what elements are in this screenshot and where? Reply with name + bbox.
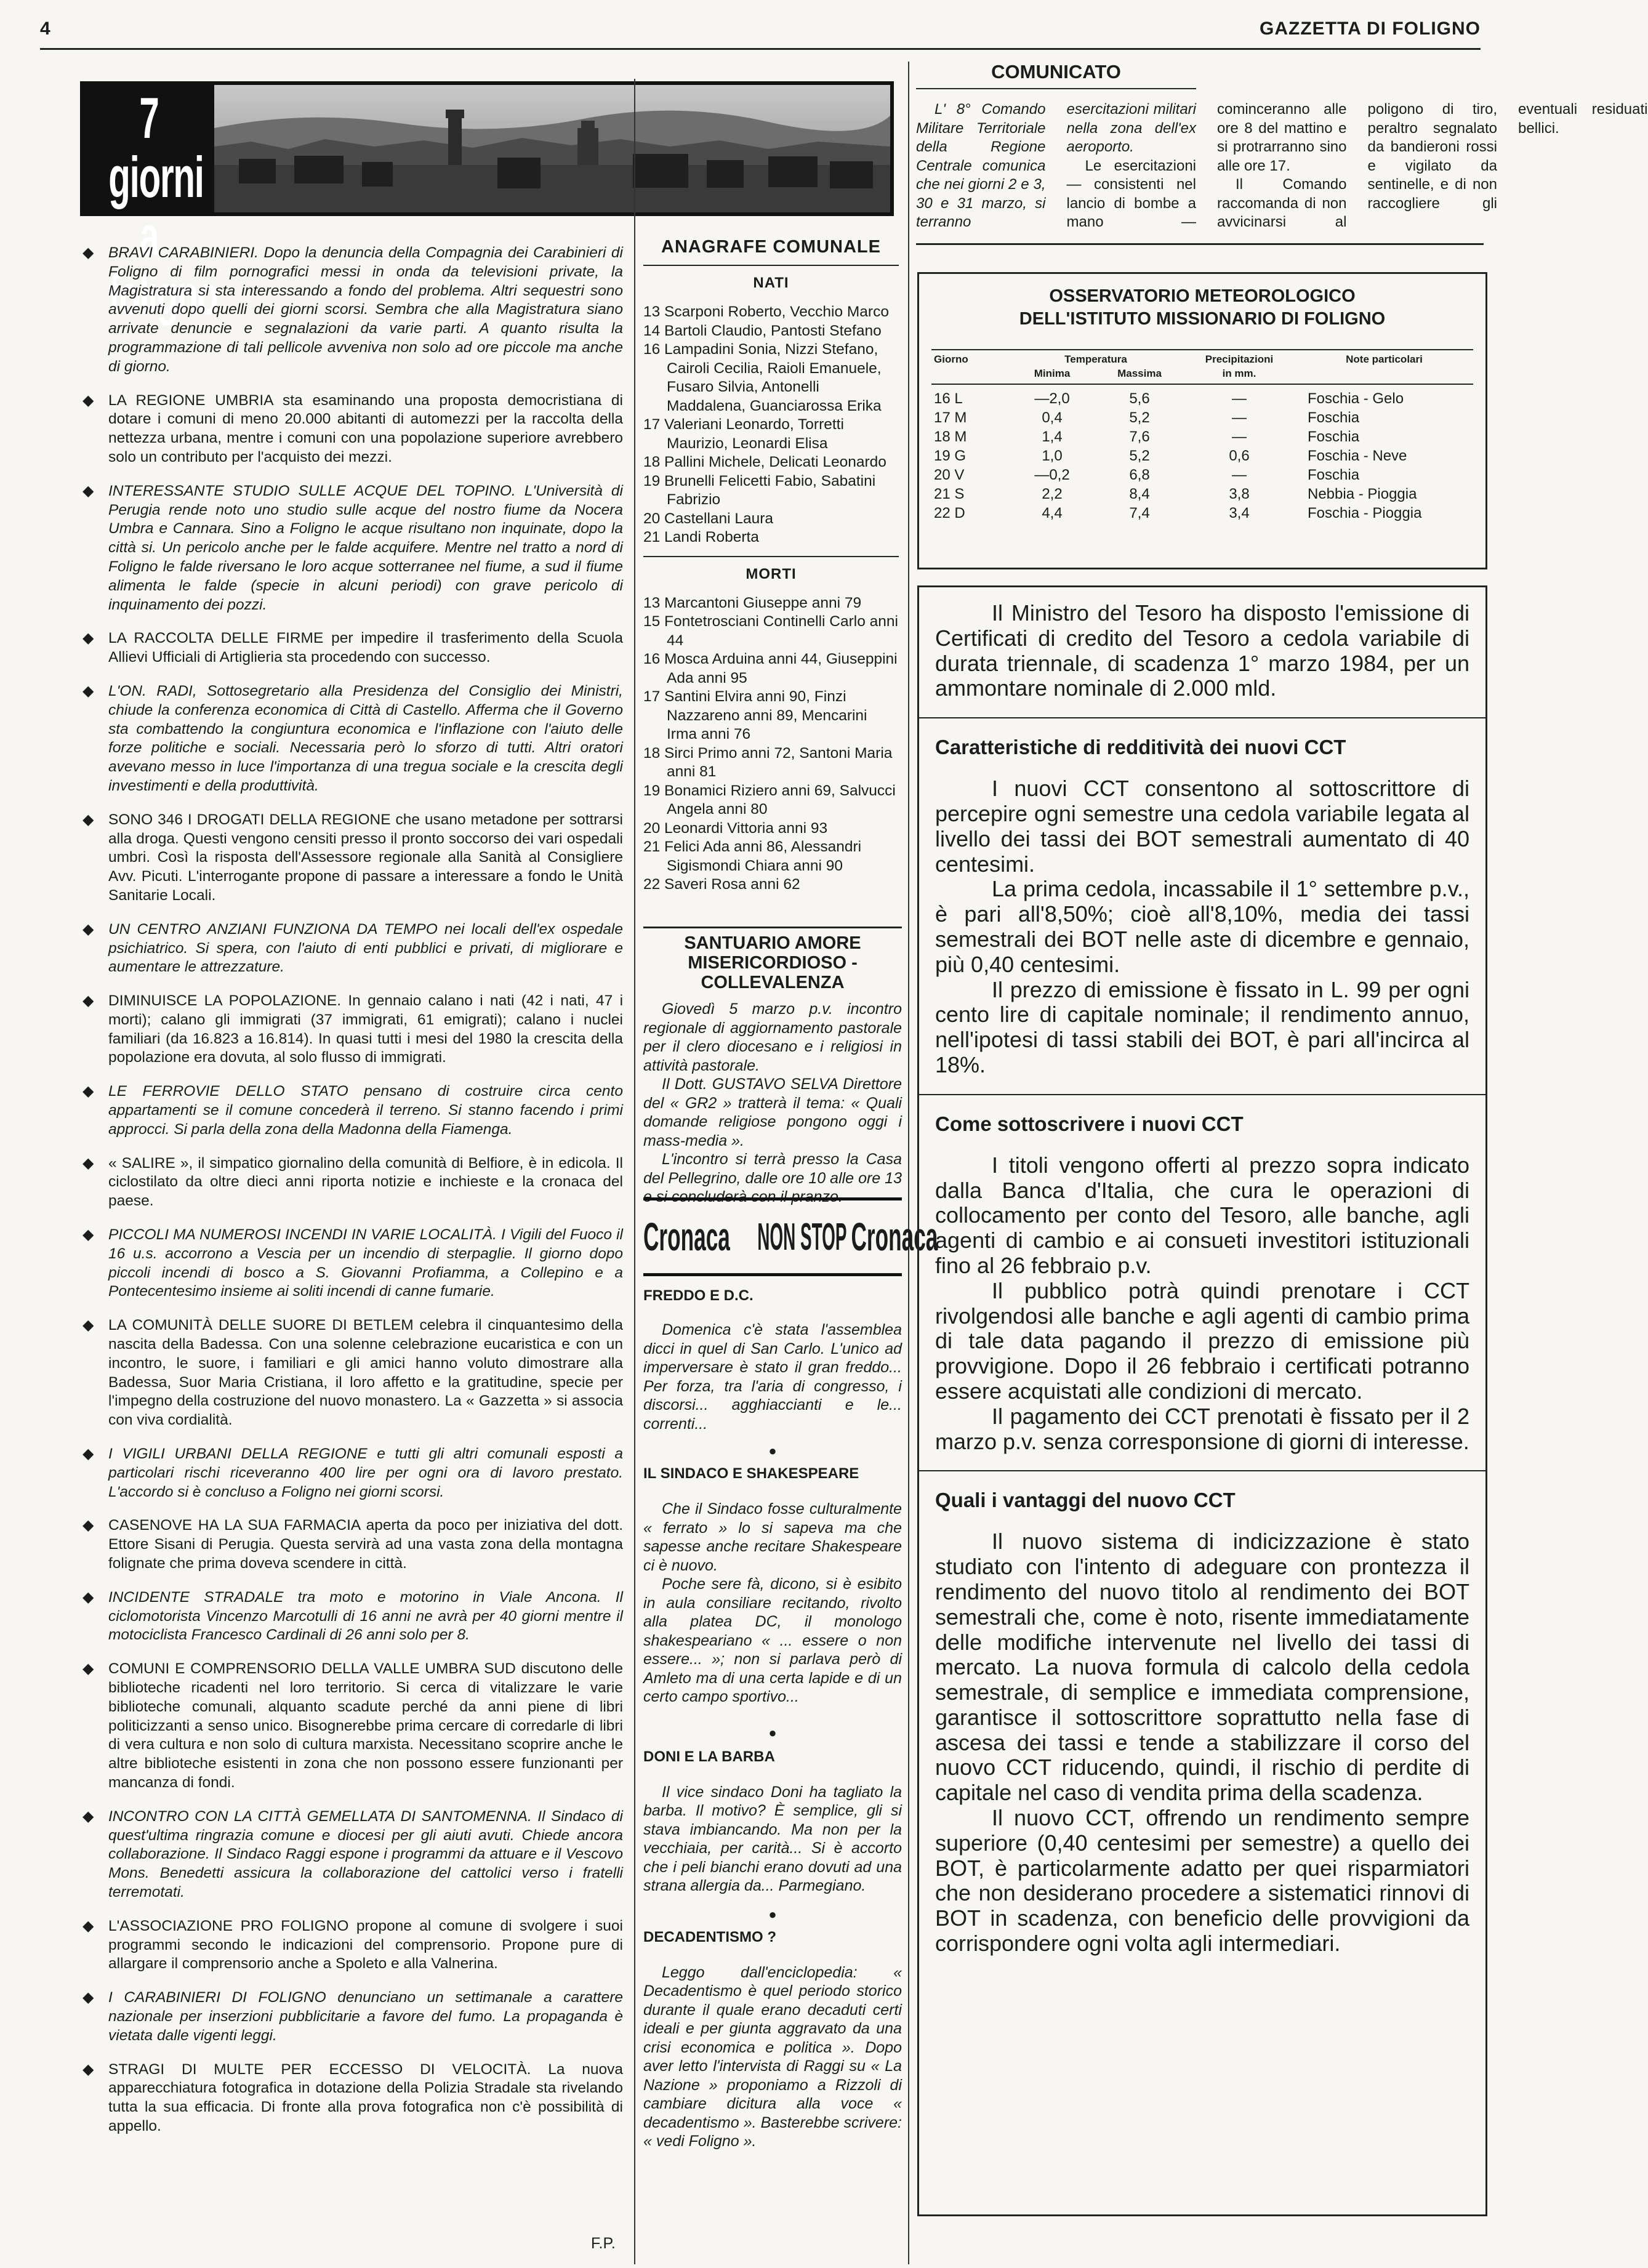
news-body: sta esaminando una proposta democristiana di dotare i comuni di meno 20.000 abitanti di automezzi per la raccolta della nettezza urbana, mentre i comuni con una popolazione superiore avrebbero solo un contributo per l'acquisto dei mezzi. — [108, 392, 623, 465]
min-cell: 4,4 — [1042, 505, 1063, 521]
comunicato-p2: Le esercitazioni — consistenti nel lancio di bombe a mano — cominceranno alle ore 8 del mattino e si protrarranno sino alle ore 17. — [1066, 101, 1347, 230]
day-number: 19 — [643, 472, 661, 489]
separator-dot-3: ● — [768, 1906, 777, 1922]
cct-heading-1: Caratteristiche di redditività dei nuovi CCT — [935, 736, 1346, 759]
top-rule — [40, 48, 1481, 50]
news-body: nei locali dell'ex ospedale psichiatrico. Si spera, con l'aiuto di enti pubblici e privati, di migliorare e aumentare le attrezzature. — [108, 920, 623, 976]
comunicato-box — [916, 58, 1648, 245]
names: Saveri Rosa anni 62 — [664, 876, 800, 893]
max-cell: 7,6 — [1129, 428, 1150, 445]
day-number: 20 — [643, 819, 661, 837]
note-cell: Foschia — [1308, 467, 1360, 483]
diamond-bullet-icon: ◆ — [82, 1317, 94, 1334]
news-lead: LE FERROVIE DELLO STATO — [108, 1083, 348, 1100]
names: Fontetrosciani Continelli Carlo anni 44 — [664, 613, 898, 649]
max-cell: 5,6 — [1129, 390, 1150, 407]
list-item — [643, 819, 899, 838]
note-cell: Foschia - Gelo — [1308, 390, 1404, 407]
cct-h3-p2: Il nuovo CCT, offrendo un rendimento sempre superiore (0,40 centesimi per semestre) a quello dei BOT, è particolarmente adatto per quei risparmiatori che non desiderano procedere a sistematici rinnovi di BOT in scadenza, con beneficio delle provvigioni da corrispondere ogni volta agli intermediari. — [935, 1805, 1469, 1956]
names: Sirci Primo anni 72, Santoni Maria anni 81 — [664, 744, 893, 780]
table-row — [931, 408, 1473, 427]
freddo-title: FREDDO E D.C. — [643, 1287, 754, 1304]
news-item — [81, 1082, 623, 1139]
santuario-section — [643, 927, 902, 1207]
masthead-line-1: 7 giorni — [108, 86, 204, 209]
prec-cell: 3,8 — [1229, 486, 1250, 502]
day-number: 17 — [643, 688, 661, 705]
cct-heading-3: Quali i vantaggi del nuovo CCT — [935, 1489, 1236, 1512]
news-text — [108, 1660, 623, 1793]
prec-cell: — — [1232, 467, 1247, 483]
prec-cell: 3,4 — [1229, 505, 1250, 521]
news-body: Dopo la denuncia della Compagnia dei Carabinieri di Foligno di film pornografici messi in onda da televisioni private, la Magistratura si sta interessando a fondo del problema. Altri sequestri sono avvenuti dopo quelli dei giorni scorsi. Sembra che alla Magistratura siano arrivate denuncie e segnalazioni da varie parti. A quanto risulta la programmazione di tali pellicole avveniva non solo ad ore piccole ma anche di giorno. — [108, 244, 623, 375]
names: Castellani Laura — [664, 510, 774, 527]
news-body: aperta da poco per iniziativa del dott. Ettore Sisani di Perugia. Questa servirà ad una vasta zona della montagna folignate che prima doveva scendere in città. — [108, 1517, 624, 1572]
list-item — [643, 510, 899, 529]
day-cell: 21 S — [934, 486, 965, 502]
separator-dot-1: ● — [768, 1443, 777, 1458]
news-item — [81, 920, 623, 977]
day-cell: 22 D — [934, 505, 965, 521]
news-lead: L'ASSOCIAZIONE PRO FOLIGNO — [108, 1917, 349, 1934]
santuario-p3: L'incontro si terrà presso la Casa del Pellegrino, dalle ore 10 alle ore 13 e si concluderà con il pranzo. — [643, 1151, 902, 1205]
news-lead: SONO 346 I DROGATI DELLA REGIONE — [108, 811, 391, 828]
news-item — [81, 1989, 623, 2045]
max-cell: 5,2 — [1129, 409, 1150, 426]
day-number: 15 — [643, 613, 661, 630]
diamond-bullet-icon: ◆ — [82, 992, 94, 1010]
news-text — [108, 1516, 623, 1573]
cct-box — [917, 585, 1487, 2216]
decadentismo-text: Leggo dall'enciclopedia: « Decadentismo è quel periodo storico durante il quale erano decaduti certi ideali e per giunta aggravato da una crisi economica e politica ». Dopo aver letto l'intervista di Raggi su « La Nazione » proponiamo a Rizzoli di cambiare dicitura alla voce « decadentismo ». Basterebbe scrivere: « vedi Foligno ». — [643, 1963, 902, 2150]
day-number: 13 — [643, 594, 661, 611]
sindaco-p1: Che il Sindaco fosse culturalmente « ferrato » lo si sapeva ma che sapesse anche recitare Shakespeare ci è nuovo. — [643, 1500, 902, 1574]
news-text — [108, 1588, 623, 1645]
sindaco-p2: Poche sere fà, dicono, si è esibito in aula consiliare recitando, rivolto alla platea DC, il monologo shakespeariano « ... essere o non essere... »; non si parlava però di Amleto ma di una certa lapide e di un certo campo sportivo... — [643, 1575, 902, 1705]
santuario-p1: Giovedì 5 marzo p.v. incontro regionale di aggiornamento pastorale per il clero diocesano e i religiosi in attività pastorale. — [643, 1000, 902, 1074]
cronaca-section — [643, 1197, 938, 2151]
news-lead: « SALIRE », — [108, 1154, 193, 1172]
day-cell: 16 L — [934, 390, 963, 407]
news-text — [108, 811, 623, 906]
day-number: 19 — [643, 782, 661, 799]
table-row — [931, 485, 1473, 504]
max-cell: 8,4 — [1129, 486, 1150, 502]
news-item — [81, 2061, 623, 2136]
list-item — [643, 838, 899, 875]
news-lead: DIMINUISCE LA POPOLAZIONE. — [108, 992, 342, 1010]
news-lead: L'ON. RADI, — [108, 682, 197, 699]
diamond-bullet-icon: ◆ — [82, 392, 94, 409]
news-lead: STRAGI DI MULTE PER ECCESSO DI VELOCITÀ. — [108, 2061, 531, 2078]
sindaco-title: IL SINDACO E SHAKESPEARE — [643, 1465, 859, 1482]
news-text — [108, 1989, 623, 2045]
day-cell: 19 G — [934, 448, 967, 464]
news-lead: PICCOLI MA NUMEROSI INCENDI IN VARIE LOCALITÀ. — [108, 1226, 497, 1244]
cct-intro: Il Ministro del Tesoro ha disposto l'emissione di Certificati di credito del Tesoro a cedola variabile di durata triennale, di scadenza 1° marzo 1984, per un ammontare nominale di 2.000 mld. — [935, 600, 1469, 701]
news-body: celebra il cinquantesimo della nascita della Badessa. Con una solenne celebrazione eucaristica e con un incontro, le suore, i familiari e gli amici hanno voluto dimostrare alla Badessa, Suor Maria Cristiana, il loro affetto e la gratitudine, specie per l'impegno della costruzione del nuovo monastero. La « Gazzetta » si associa con viva cordialità. — [108, 1317, 623, 1429]
diamond-bullet-icon: ◆ — [82, 1588, 94, 1606]
names: Brunelli Felicetti Fabio, Sabatini Fabrizio — [664, 472, 876, 508]
news-body: I Vigili del Fuoco il 16 u.s. accorrono a Vescia per un incendio di sterpaglie. Il giorno dopo piccoli incendi di bosco a S. Giovanni Profiamma, a Collepino e a Pontecentesimo insieme ai soliti incendi di canne fumarie. — [108, 1226, 623, 1300]
news-lead: BRAVI CARABINIERI. — [108, 244, 259, 261]
diamond-bullet-icon: ◆ — [82, 1989, 94, 2006]
names: Mosca Arduina anni 44, Giuseppini Ada anni 95 — [664, 651, 898, 686]
news-item — [81, 392, 623, 467]
day-number: 21 — [643, 529, 661, 545]
news-item — [81, 1316, 623, 1430]
list-item — [643, 875, 899, 895]
cct-h2-p3: Il pagamento dei CCT prenotati è fissato per il 2 marzo p.v. senza corresponsione di giorni di interesse. — [935, 1403, 1469, 1454]
decadentismo-title: DECADENTISMO ? — [643, 1928, 776, 1945]
meteo-title-1: OSSERVATORIO METEOROLOGICO — [1049, 286, 1356, 306]
names: Santini Elvira anni 90, Finzi Nazzareno anni 89, Mencarini Irma anni 76 — [664, 688, 867, 742]
list-item — [643, 528, 899, 547]
prec-cell: — — [1232, 390, 1247, 407]
table-row — [931, 381, 1473, 408]
news-body: L'Università di Perugia rende noto uno studio sulle acque del nostro fiume da Nocera Umbra e Cannara. Sino a Foligno le acque risultano non inquinate, dopo la città si. Un pericolo anche per le falde acquifere. Mentre nel tratto a nord di Foligno le falde riversano le loro acque sotterranee nel fiume, a sud il fiume alimenta le falde (specie in alcuni periodi) con grave pericolo di inquinamento dei pozzi. — [108, 482, 624, 613]
diamond-bullet-icon: ◆ — [82, 811, 94, 828]
news-body: pensano di costruire circa cento appartamenti se il comune concederà il terreno. Si stanno facendo i primi approcci. Si parla della zona della Madonna della Fiamenga. — [108, 1083, 623, 1138]
list-item — [643, 594, 899, 613]
prec-cell: — — [1232, 409, 1247, 426]
news-text — [108, 1082, 623, 1139]
note-cell: Nebbia - Pioggia — [1308, 486, 1417, 502]
diamond-bullet-icon: ◆ — [82, 920, 94, 938]
news-body: e tutti gli altri comunali esposti a particolari rischi riceveranno 400 lire per ogni ora di lavoro prestato. L'accordo si è concluso a Foligno nei giorni scorsi. — [108, 1446, 624, 1500]
day-cell: 18 M — [934, 428, 967, 445]
cronaca-logo — [643, 1197, 938, 1276]
meteo-col-max: Massima — [1117, 368, 1162, 379]
news-lead: I CARABINIERI DI FOLIGNO — [108, 1989, 326, 2006]
table-row — [931, 465, 1473, 485]
day-number: 22 — [643, 876, 661, 893]
table-row — [931, 427, 1473, 446]
news-lead: I VIGILI URBANI DELLA REGIONE — [108, 1446, 368, 1463]
diamond-bullet-icon: ◆ — [82, 482, 94, 499]
comunicato-text — [916, 100, 1648, 242]
news-body: denunciano un settimanale a carattere nazionale per inserzioni pubblicitarie a favore del fumo. La propaganda è vietata dalle vigenti leggi. — [108, 1989, 623, 2044]
anagrafe-title: ANAGRAFE COMUNALE — [661, 237, 881, 257]
diamond-bullet-icon: ◆ — [82, 682, 94, 699]
news-body: Sottosegretario alla Presidenza del Consiglio dei Ministri, chiude la conferenza economica di Città di Castello. Afferma che il Governo sta combattendo la congiuntura economica e l'inflazione con l'aiuto delle forze politiche e sociali. Necessaria però lo sforzo di tutti. Altri oratori avevano messo in luce l'importanza di una tregua sociale e la crescita degli investimenti e della produttività. — [108, 682, 623, 794]
max-cell: 6,8 — [1129, 467, 1150, 483]
min-cell: 2,2 — [1042, 486, 1063, 502]
news-text — [108, 1917, 623, 1974]
comunicato-p3: Il Comando raccomanda di non avvicinarsi al poligono di tiro, peraltro segnalato da bandieroni rossi e vigilato da sentinelle, e di non raccogliere gli eventuali residuati bellici. — [1217, 101, 1648, 230]
diamond-bullet-icon: ◆ — [82, 1660, 94, 1678]
news-body: discutono delle biblioteche ricadenti nel loro territorio. Si cerca di vitalizzare le varie biblioteche comunali, alquanto scadute perché da anni piene di libri politicizzanti a senso unico. Bisognerebbe prima cercare di corredarle di libri di vera cultura e non solo di cultura marxista. Necessitano scoprire anche le altre biblioteche esistenti in zona che non possono essere funzionanti per mancanza di fondi. — [108, 1660, 624, 1791]
day-number: 20 — [643, 510, 661, 527]
table-row — [931, 446, 1473, 465]
news-lead: LA COMUNITÀ DELLE SUORE DI BETLEM — [108, 1317, 414, 1334]
news-item — [81, 1226, 623, 1301]
cronaca-logo-center: NON STOP — [757, 1215, 847, 1258]
diamond-bullet-icon: ◆ — [82, 630, 94, 647]
news-body: In gennaio calano i nati (42 i nati, 47 i morti); calano gli immigrati (37 immigrati, 61 emigrati); calano i nuclei familiari (da 16.823 a 16.814). In quasi tutti i mesi del 1980 la crescita della popolazione era dovuta, al solo flusso di immigrati. — [108, 992, 624, 1066]
list-item — [643, 744, 899, 782]
names: Bartoli Claudio, Pantosti Stefano — [664, 322, 882, 339]
comunicato-title: COMUNICATO — [991, 61, 1121, 82]
cct-h3-p1: Il nuovo sistema di indicizzazione è stato studiato con l'intento di adeguare con prontezza il rendimento del nuovo titolo al rendimento dei BOT semestrali che, come è noto, risente immediatamente delle modifiche intervenute nel livello dei tassi di mercato. La nuova formula di calcolo della cedola semestrale, di semplice e immediata comprensione, garantisce il sottoscrittore soprattutto nella fase di ascesa dei tassi e tende a stabilizzare il corso del nuovo CCT riducendo, quindi, il rischio di perdite di capitale nel caso di vendita prima della scadenza. — [935, 1529, 1469, 1806]
nati-list — [643, 303, 899, 547]
news-text — [108, 629, 623, 667]
min-cell: 1,4 — [1042, 428, 1063, 445]
meteo-box — [917, 272, 1487, 569]
news-item — [81, 992, 623, 1068]
cct-h1-p3: Il prezzo di emissione è fissato in L. 99 per ogni cento lire di capitale nominale; il rendimento annuo, nell'ipotesi di tassi stabili dei BOT, è pari all'incirca al 18%. — [935, 976, 1469, 1077]
prec-cell: — — [1232, 428, 1247, 445]
note-cell: Foschia — [1308, 409, 1360, 426]
news-body: tra moto e motorino in Viale Ancona. Il ciclomotorista Vincenzo Marcotulli di 16 anni ne avrà per 40 giorni mentre il motociclista Francesco Cardinali di 26 anni solo per 8. — [108, 1588, 624, 1644]
meteo-col-prec: Precipitazioni — [1205, 353, 1274, 365]
day-number: 16 — [643, 651, 661, 667]
cct-h2-p1: I titoli vengono offerti al prezzo sopra indicato dalla Banca d'Italia, che cura le operazioni di collocamento per conto del Tesoro, alle banche, agli agenti di cambio e ai consueti investitori istituzionali fino al 26 febbraio p.v. — [935, 1152, 1469, 1278]
news-item — [81, 1808, 623, 1902]
news-body: per impedire il trasferimento della Scuola Allievi Ufficiali di Artiglieria sta procedendo con successo. — [108, 630, 623, 666]
names: Scarponi Roberto, Vecchio Marco — [664, 304, 889, 320]
news-list — [81, 244, 623, 2151]
day-number: 21 — [643, 838, 661, 855]
news-text — [108, 682, 623, 796]
min-cell: 1,0 — [1042, 448, 1063, 464]
max-cell: 7,4 — [1129, 505, 1150, 521]
news-lead: CASENOVE HA LA SUA FARMACIA — [108, 1517, 360, 1534]
morti-list — [643, 594, 899, 895]
news-text — [108, 392, 623, 467]
cct-heading-2: Come sottoscrivere i nuovi CCT — [935, 1112, 1244, 1135]
names: Lampadini Sonia, Nizzi Stefano, Cairoli Cecilia, Raioli Emanuele, Fusaro Silvia, Antonelli Maddalena, Guanciarossa Erika — [664, 341, 882, 414]
diamond-bullet-icon: ◆ — [82, 1446, 94, 1463]
meteo-col-min: Minima — [1034, 368, 1071, 379]
news-item — [81, 1660, 623, 1793]
table-row — [931, 504, 1473, 523]
meteo-table — [931, 353, 1473, 523]
min-cell: 0,4 — [1042, 409, 1063, 426]
diamond-bullet-icon: ◆ — [82, 244, 94, 261]
santuario-title: SANTUARIO AMORE MISERICORDIOSO - COLLEVALENZA — [684, 933, 861, 992]
news-item — [81, 682, 623, 796]
column-rule-2 — [908, 62, 909, 2264]
diamond-bullet-icon: ◆ — [82, 1083, 94, 1100]
list-item — [643, 613, 899, 650]
meteo-col-temp: Temperatura — [1064, 353, 1127, 365]
news-lead: INTERESSANTE STUDIO SULLE ACQUE DEL TOPINO. — [108, 482, 516, 499]
doni-title: DONI E LA BARBA — [643, 1748, 775, 1765]
list-item — [643, 782, 899, 819]
news-text — [108, 920, 623, 977]
comunicato-title-rule — [916, 88, 1196, 89]
doni-text: Il vice sindaco Doni ha tagliato la barba. Il motivo? È semplice, gli si stava imbiancando. Ma non per la vecchiaia, per carità... Si è accorto che i peli bianchi erano dovuti ad una strana allergia da... Parmegiano. — [643, 1783, 902, 1894]
news-text — [108, 2061, 623, 2136]
names: Leonardi Vittoria anni 93 — [664, 819, 828, 837]
nati-title: NATI — [753, 275, 789, 291]
news-text — [108, 244, 623, 377]
news-text — [108, 1226, 623, 1301]
list-item — [643, 688, 899, 744]
day-number: 17 — [643, 416, 661, 433]
meteo-rows — [931, 381, 1473, 523]
news-text — [108, 1316, 623, 1430]
diamond-bullet-icon: ◆ — [82, 1154, 94, 1172]
diamond-bullet-icon: ◆ — [82, 1808, 94, 1825]
max-cell: 5,2 — [1129, 448, 1150, 464]
day-number: 13 — [643, 304, 661, 320]
day-cell: 17 M — [934, 409, 967, 426]
news-body: il simpatico giornalino della comunità di Belfiore, è in edicola. Il ciclostilato da oltre dieci anni riporta notizie e inchieste e la cronaca del paese. — [108, 1154, 623, 1210]
comunicato-p1: L' 8° Comando Militare Territoriale della Regione Centrale comunica che nei giorni 2 e 3, 30 e 31 marzo, si terranno esercitazioni militari nella zona dell'ex aeroporto. — [916, 101, 1196, 230]
news-body: che usano metadone per sottrarsi alla droga. Questi vengono censiti presso il pronto soccorso dei vari ospedali umbri. Così la risposta dell'Assessore regionale alla Sanità al Consigliere Avv. Picuti. L'interrogante propone di passare a interessare a fondo le Unità Sanitarie Locali. — [108, 811, 623, 904]
list-item — [643, 453, 899, 472]
meteo-col-note: Note particolari — [1346, 353, 1423, 365]
news-item — [81, 244, 623, 377]
freddo-text: Domenica c'è stata l'assemblea dicci in quel di San Carlo. L'unico ad imperversare è stato il gran freddo... Per forza, tra l'aria di congresso, i discorsi... agghiaccianti e le... correnti... — [643, 1321, 902, 1433]
news-lead: COMUNI E COMPRENSORIO DELLA VALLE UMBRA SUD — [108, 1660, 516, 1678]
anagrafe-section — [643, 237, 899, 895]
news-item — [81, 1445, 623, 1502]
min-cell: —0,2 — [1034, 467, 1070, 483]
news-lead: INCONTRO CON LA CITTÀ GEMELLATA DI SANTOMENNA. — [108, 1808, 532, 1825]
news-lead: INCIDENTE STRADALE — [108, 1588, 284, 1606]
note-cell: Foschia - Neve — [1308, 448, 1407, 464]
list-item — [643, 416, 899, 453]
meteo-title-2: DELL'ISTITUTO MISSIONARIO DI FOLIGNO — [1019, 309, 1386, 329]
names: Bonamici Riziero anni 69, Salvucci Angela anni 80 — [664, 782, 896, 818]
day-number: 16 — [643, 341, 661, 358]
city-panorama-photo — [214, 85, 890, 212]
news-item — [81, 482, 623, 615]
list-item — [643, 650, 899, 688]
cct-h1-p1: I nuovi CCT consentono al sottoscrittore di percepire ogni semestre una cedola variabile legata al livello dei tassi dei BOT semestrali aumentato di 40 centesimi. — [935, 776, 1469, 877]
diamond-bullet-icon: ◆ — [82, 1917, 94, 1934]
news-text — [108, 1154, 623, 1211]
meteo-col-giorno: Giorno — [934, 353, 968, 365]
day-cell: 20 V — [934, 467, 965, 483]
page-number: 4 — [40, 18, 50, 39]
diamond-bullet-icon: ◆ — [82, 1517, 94, 1534]
news-item — [81, 1917, 623, 1974]
cronaca-logo-left: Cronaca — [643, 1215, 730, 1259]
signature: F.P. — [591, 2235, 616, 2252]
news-text — [108, 1445, 623, 1502]
day-number: 18 — [643, 744, 661, 762]
meteo-col-prec-unit: in mm. — [1222, 368, 1256, 379]
news-body: La nuova apparecchiatura fotografica in dotazione della Polizia Stradale sta rivelando tutta la sua efficacia. Di fronte alla prova fotografica non c'è possibilità di appello. — [108, 2061, 624, 2134]
diamond-bullet-icon: ◆ — [82, 1226, 94, 1244]
news-item — [81, 811, 623, 906]
names: Pallini Michele, Delicati Leonardo — [664, 454, 886, 470]
cct-h2-p2: Il pubblico potrà quindi prenotare i CCT rivolgendosi alle banche e agli agenti di cambio prima di tale data pagando il prezzo di emissione più provvigione. Dopo il 26 febbraio i certificati potranno essere acquistati alle condizioni di mercato. — [935, 1277, 1469, 1404]
prec-cell: 0,6 — [1229, 448, 1250, 464]
news-lead: UN CENTRO ANZIANI FUNZIONA DA TEMPO — [108, 920, 438, 938]
news-item — [81, 1154, 623, 1211]
names: Valeriani Leonardo, Torretti Maurizio, Leonardi Elisa — [664, 416, 844, 452]
news-item — [81, 629, 623, 667]
note-cell: Foschia - Pioggia — [1308, 505, 1422, 521]
news-body: Il Sindaco di quest'ultima ringrazia comune e diocesi per gli aiuti avuti. Chiede ancora collaborazione. Il Sindaco Raggi espone i programmi da attuare e il Vescovo Mons. Benedetti assicura la collaborazione del cattolici verso i fratelli terremotati. — [108, 1808, 623, 1900]
note-cell: Foschia — [1308, 428, 1360, 445]
column-rule-1 — [634, 79, 635, 2264]
masthead-line-2: a foligno — [108, 206, 218, 326]
news-text — [108, 1808, 623, 1902]
day-number: 18 — [643, 454, 661, 470]
cronaca-logo-right: Cronaca — [851, 1215, 938, 1259]
news-text — [108, 992, 623, 1068]
cct-h1-p2: La prima cedola, incassabile il 1° settembre p.v., è pari all'8,50%; cioè all'8,10%, media dei tassi semestrali dei BOT nelle aste di dicembre e gennaio, più 0,40 centesimi. — [935, 876, 1469, 977]
diamond-bullet-icon: ◆ — [82, 2061, 94, 2078]
news-body: propone al comune di svolgere i suoi programmi secondo le indicazioni del comprensorio. Propone pure di allargare il comprensorio anche a Spoleto e alla Valnerina. — [108, 1917, 624, 1972]
min-cell: —2,0 — [1034, 390, 1070, 407]
news-lead: LA REGIONE UMBRIA — [108, 392, 273, 409]
news-text — [108, 482, 623, 615]
morti-title: MORTI — [746, 565, 797, 582]
names: Marcantoni Giuseppe anni 79 — [664, 594, 862, 611]
list-item — [643, 472, 899, 510]
day-number: 14 — [643, 322, 661, 339]
names: Landi Roberta — [664, 529, 759, 545]
list-item — [643, 340, 899, 416]
paper-name: GAZZETTA DI FOLIGNO — [1260, 18, 1481, 39]
news-lead: LA RACCOLTA DELLE FIRME — [108, 630, 324, 647]
names: Felici Ada anni 86, Alessandri Sigismondi Chiara anni 90 — [664, 838, 862, 874]
news-item — [81, 1516, 623, 1573]
separator-dot-2: ● — [768, 1724, 777, 1740]
news-item — [81, 1588, 623, 1645]
list-item — [643, 322, 899, 341]
list-item — [643, 303, 899, 322]
santuario-p2: Il Dott. GUSTAVO SELVA Direttore del « GR2 » tratterà il tema: « Quali domande religiose pongono oggi i mass-media ». — [643, 1076, 902, 1149]
